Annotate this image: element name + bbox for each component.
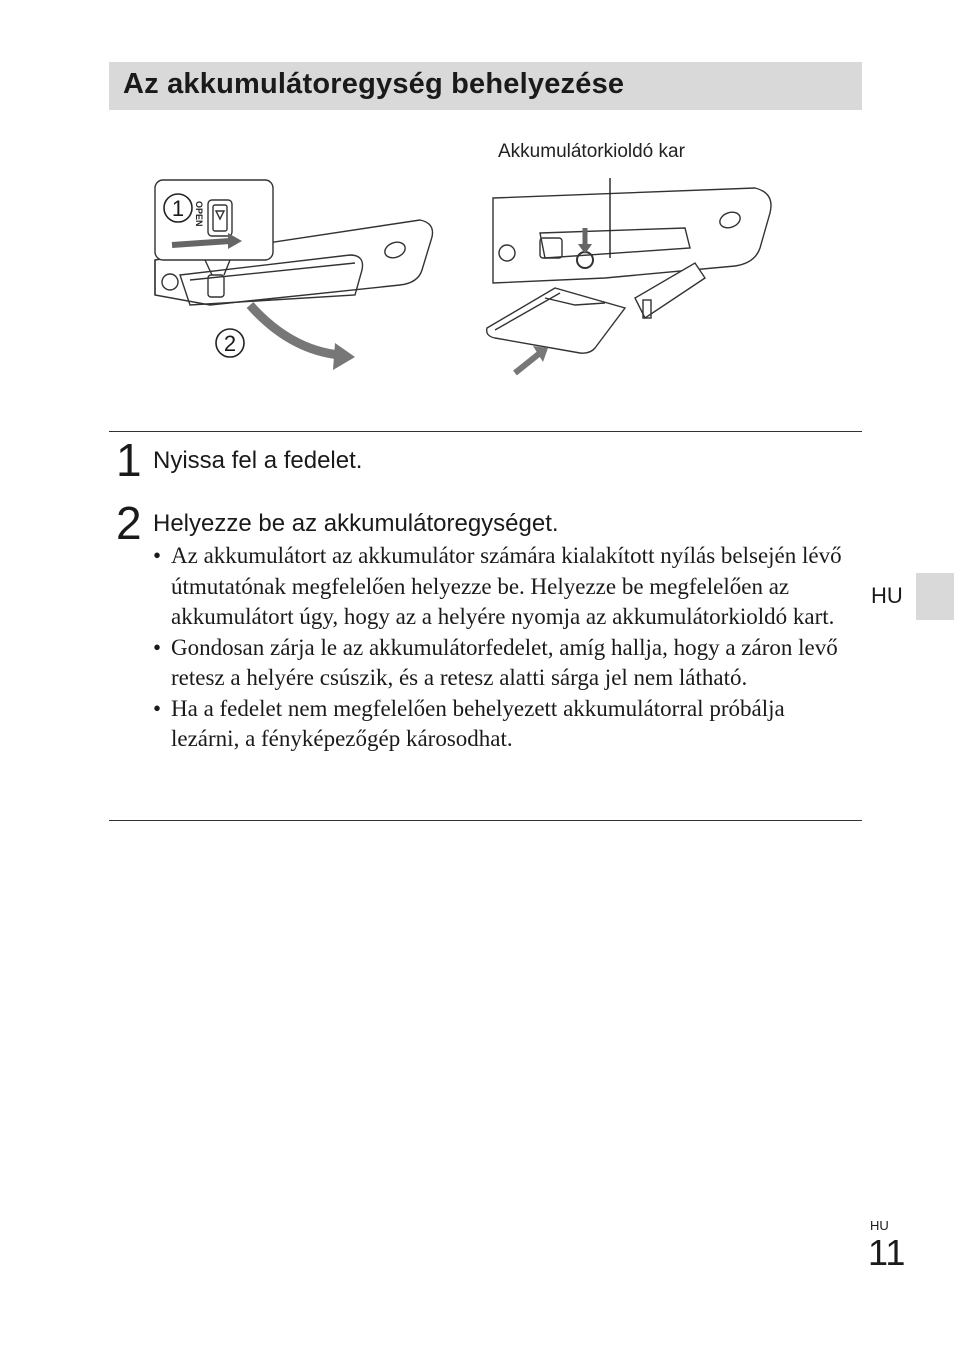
- illustration-open-cover: [150, 175, 440, 380]
- page-number: 11: [868, 1232, 906, 1273]
- step-2-bullet-list: [153, 541, 853, 755]
- open-label: OPEN: [194, 201, 204, 227]
- footer-language: HU: [870, 1218, 889, 1233]
- page-title: Az akkumulátoregység behelyezése: [123, 68, 625, 100]
- side-language-label: HU: [871, 583, 903, 608]
- step-1-number: 1: [116, 434, 142, 486]
- callout-label: Akkumulátorkioldó kar: [498, 141, 685, 162]
- section-rule-bottom: [109, 820, 862, 821]
- bullet-item: • Az akkumulátort az akkumulátor számára kialakított nyílás belsején lévő útmutatónak megfelelően helyezze be. Helyezze be megfelelően az akkumulátort úgy, hogy az a helyére nyomja az akkumulátorkioldó kart.: [153, 541, 853, 633]
- marker-2: 2: [223, 331, 237, 356]
- language-side-tab: [916, 573, 954, 620]
- step-2-title: Helyezze be az akkumulátoregységet.: [153, 510, 559, 537]
- bullet-item: • Gondosan zárja le az akkumulátorfedelet, amíg hallja, hogy a záron levő retesz a helyére csúszik, és a retesz alatti sárga jel nem látható.: [153, 633, 853, 694]
- section-title-bar: [109, 62, 862, 110]
- section-rule-top: [109, 431, 862, 432]
- bullet-item: • Ha a fedelet nem megfelelően behelyezett akkumulátorral próbálja lezárni, a fényképezőgép károsodhat.: [153, 694, 853, 755]
- illustration-insert-battery: [485, 168, 785, 378]
- step-2-number: 2: [116, 497, 142, 549]
- marker-1: 1: [171, 196, 185, 221]
- step-1-title: Nyissa fel a fedelet.: [153, 447, 363, 474]
